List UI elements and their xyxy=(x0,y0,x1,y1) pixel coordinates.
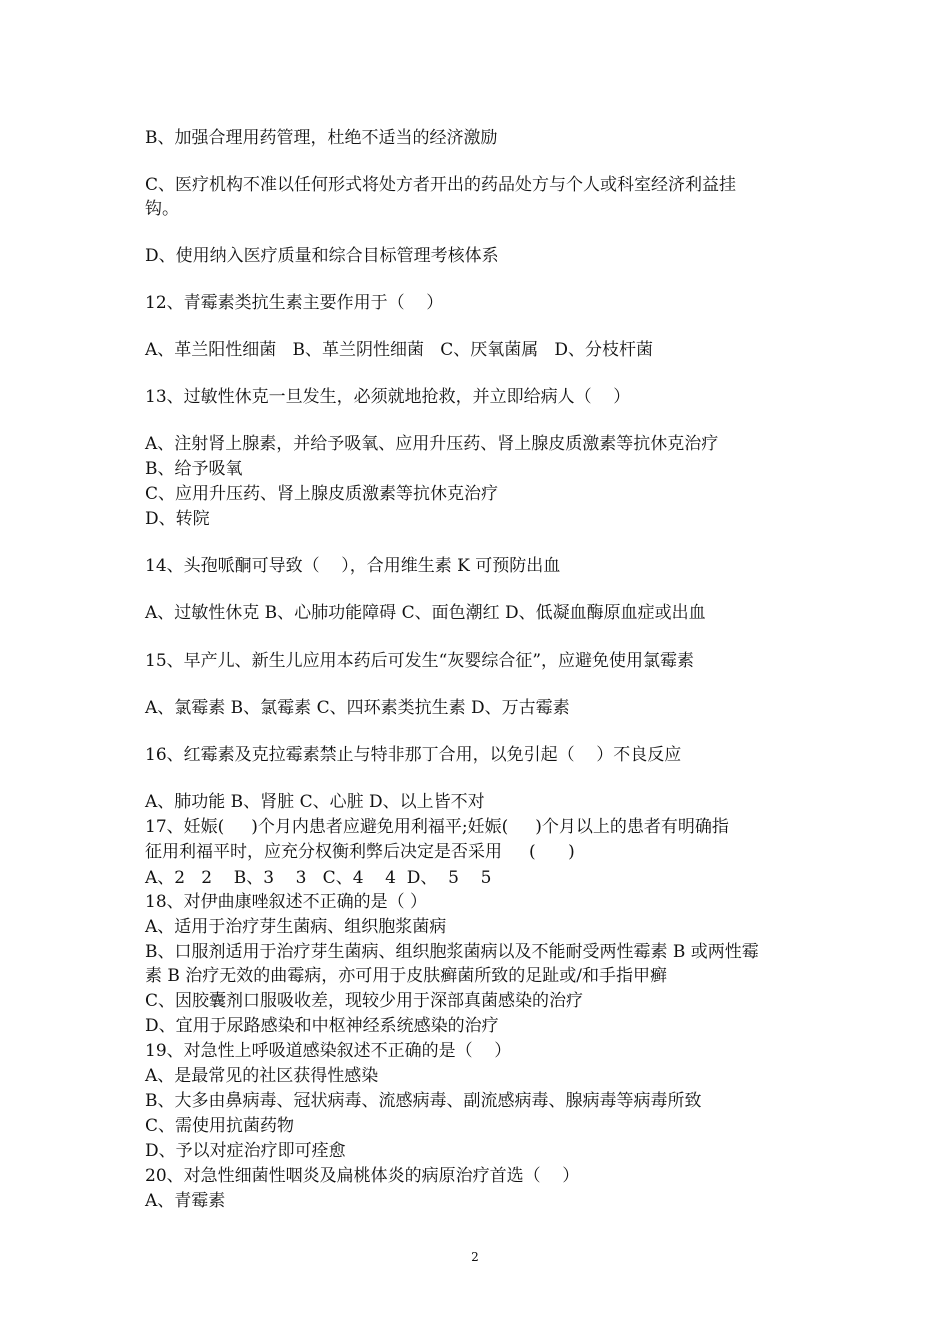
text-line: 13、过敏性休克一旦发生，必须就地抢救，并立即给病人（ ） xyxy=(145,387,631,407)
text-line: 16、红霉素及克拉霉素禁止与特非那丁合用，以免引起（ ）不良反应 xyxy=(145,745,682,765)
text-line: 17、妊娠( )个月内患者应避免用利福平;妊娠( )个月以上的患者有明确指 xyxy=(145,817,729,837)
text-line: C、因胶囊剂口服吸收差，现较少用于深部真菌感染的治疗 xyxy=(145,991,584,1011)
text-line: D、予以对症治疗即可痊愈 xyxy=(145,1141,346,1161)
text-line: 钩。 xyxy=(145,199,179,219)
text-line: D、使用纳入医疗质量和综合目标管理考核体系 xyxy=(145,246,499,266)
text-line: B、给予吸氧 xyxy=(145,459,243,479)
page-number: 2 xyxy=(471,1250,479,1264)
text-line: C、应用升压药、肾上腺皮质激素等抗休克治疗 xyxy=(145,484,499,504)
text-line: 15、早产儿、新生儿应用本药后可发生“灰婴综合征”，应避免使用氯霉素 xyxy=(145,651,695,671)
text-line: 征用利福平时，应充分权衡利弊后决定是否采用 ( ) xyxy=(145,842,575,862)
text-line: D、转院 xyxy=(145,509,210,529)
text-line: A、注射肾上腺素，并给予吸氧、应用升压药、肾上腺皮质激素等抗休克治疗 xyxy=(145,434,719,454)
text-line: 20、对急性细菌性咽炎及扁桃体炎的病原治疗首选（ ） xyxy=(145,1166,580,1186)
text-line: A、氯霉素 B、氯霉素 C、四环素类抗生素 D、万古霉素 xyxy=(145,698,570,718)
text-line: A、是最常见的社区获得性感染 xyxy=(145,1066,379,1086)
text-line: 12、青霉素类抗生素主要作用于（ ） xyxy=(145,293,444,313)
text-line: B、口服剂适用于治疗芽生菌病、组织胞浆菌病以及不能耐受两性霉素 B 或两性霉 xyxy=(145,942,759,962)
text-line: 14、头孢哌酮可导致（ ），合用维生素 K 可预防出血 xyxy=(145,556,561,576)
text-line: A、肺功能 B、肾脏 C、心脏 D、以上皆不对 xyxy=(145,792,485,812)
text-line: A、过敏性休克 B、心肺功能障碍 C、面色潮红 D、低凝血酶原血症或出血 xyxy=(145,603,706,623)
text-line: A、2 2 B、3 3 C、4 4 D、 5 5 xyxy=(145,868,492,888)
text-line: A、适用于治疗芽生菌病、组织胞浆菌病 xyxy=(145,917,447,937)
text-line: 19、对急性上呼吸道感染叙述不正确的是（ ） xyxy=(145,1041,512,1061)
text-line: A、青霉素 xyxy=(145,1191,226,1211)
text-line: C、需使用抗菌药物 xyxy=(145,1116,295,1136)
text-line: B、大多由鼻病毒、冠状病毒、流感病毒、副流感病毒、腺病毒等病毒所致 xyxy=(145,1091,702,1111)
text-line: 素 B 治疗无效的曲霉病，亦可用于皮肤癣菌所致的足趾或/和手指甲癣 xyxy=(145,966,668,986)
text-line: D、宜用于尿路感染和中枢神经系统感染的治疗 xyxy=(145,1016,499,1036)
text-line: 18、对伊曲康唑叙述不正确的是（ ） xyxy=(145,892,428,912)
text-line: C、医疗机构不准以任何形式将处方者开出的药品处方与个人或科室经济利益挂 xyxy=(145,175,737,195)
text-line: B、加强合理用药管理，杜绝不适当的经济激励 xyxy=(145,128,498,148)
text-line: A、革兰阳性细菌 B、革兰阴性细菌 C、厌氧菌属 D、分枝杆菌 xyxy=(145,340,654,360)
